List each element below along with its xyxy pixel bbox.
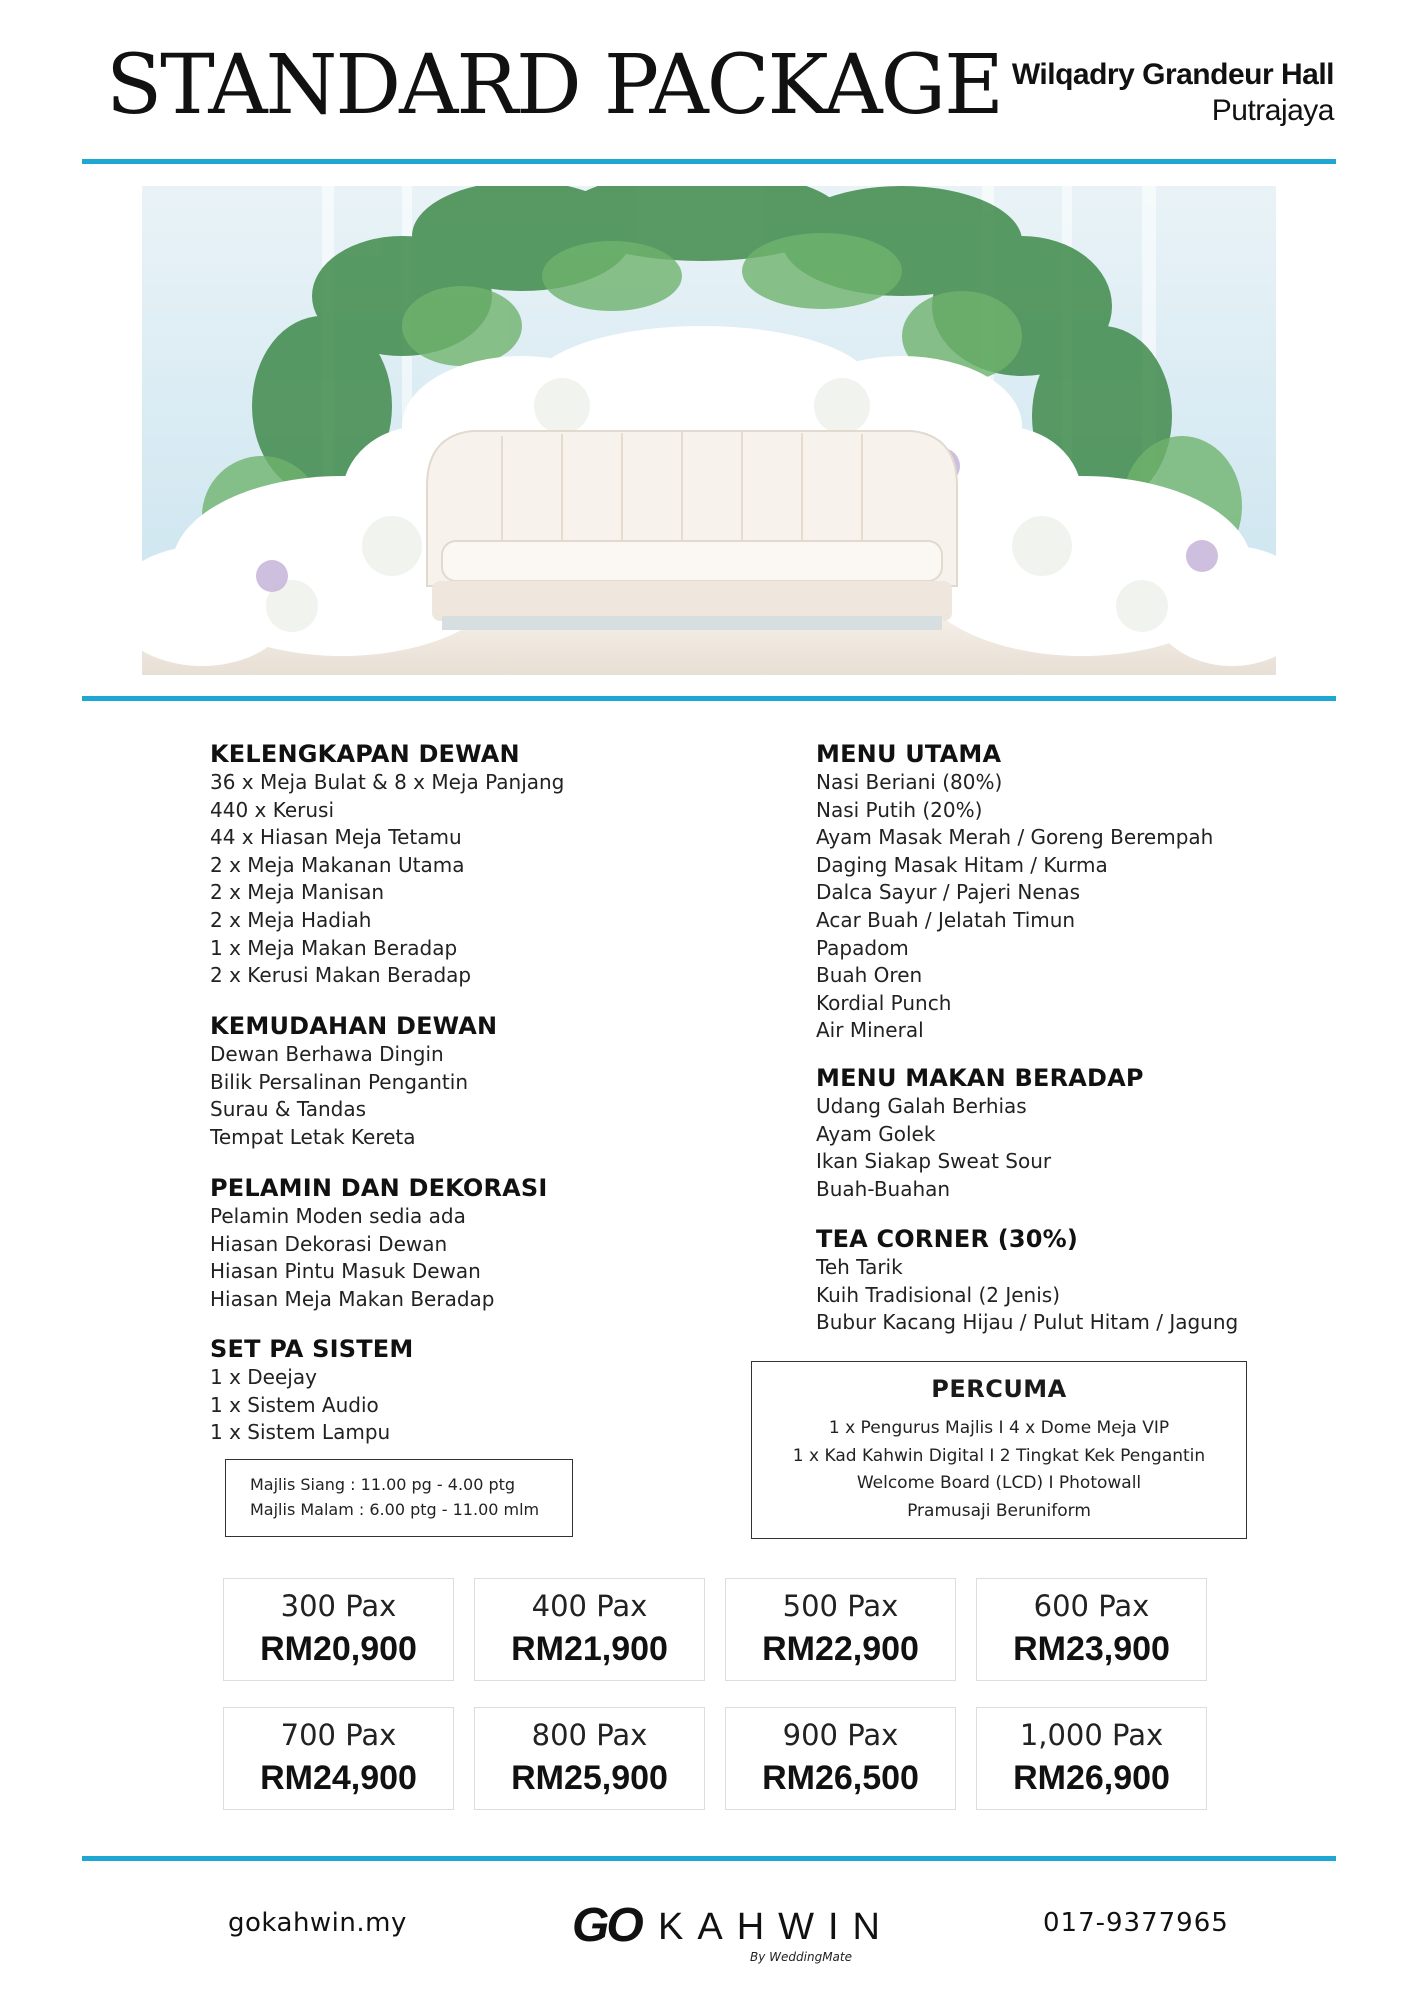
- price-card-500: [725, 1578, 956, 1681]
- price-value: RM20,900: [260, 1630, 417, 1668]
- price-value: RM26,500: [762, 1759, 919, 1797]
- list-item: Pelamin Moden sedia ada: [210, 1204, 466, 1228]
- price-card-300: [223, 1578, 454, 1681]
- divider-middle: [82, 696, 1336, 701]
- logo-byline: By WeddingMate: [750, 1950, 852, 1964]
- session-times-box: [225, 1459, 573, 1537]
- section-title: MENU MAKAN BERADAP: [816, 1064, 1144, 1092]
- list-item: Acar Buah / Jelatah Timun: [816, 907, 1076, 932]
- price-card-800: [474, 1707, 705, 1810]
- section-tea-corner: [816, 1224, 1238, 1337]
- gokahwin-logo: [572, 1898, 894, 1970]
- list-item: Tempat Letak Kereta: [210, 1124, 416, 1149]
- price-value: RM23,900: [1013, 1630, 1170, 1668]
- divider-bottom: [82, 1856, 1336, 1861]
- pax-label: 300 Pax: [280, 1589, 397, 1623]
- phone-number[interactable]: 017-9377965: [1043, 1908, 1229, 1938]
- pax-label: 700 Pax: [280, 1718, 397, 1752]
- list-item: 1 x Deejay: [210, 1365, 317, 1389]
- session-time-day: Majlis Siang : 11.00 pg - 4.00 ptg: [250, 1475, 516, 1494]
- list-item: Ayam Masak Merah / Goreng Berempah: [816, 825, 1214, 850]
- section-title: MENU UTAMA: [816, 740, 1002, 768]
- list-item: Dewan Berhawa Dingin: [210, 1042, 444, 1066]
- website-link[interactable]: gokahwin.my: [228, 1908, 407, 1938]
- pax-label: 500 Pax: [782, 1589, 899, 1623]
- pax-label: 900 Pax: [782, 1718, 899, 1752]
- section-menu-utama: [816, 739, 1213, 1045]
- logo-go: GO: [572, 1899, 641, 1952]
- list-item: Ikan Siakap Sweat Sour: [816, 1149, 1052, 1174]
- section-title: PELAMIN DAN DEKORASI: [210, 1174, 548, 1202]
- price-card-900: [725, 1707, 956, 1810]
- pax-label: 1,000 Pax: [1019, 1718, 1164, 1752]
- list-item: Buah-Buahan: [816, 1176, 951, 1201]
- pax-label: 400 Pax: [531, 1589, 648, 1623]
- list-item: Nasi Putih (20%): [816, 797, 983, 822]
- section-title: TEA CORNER (30%): [816, 1225, 1079, 1253]
- list-item: 2 x Meja Manisan: [210, 880, 385, 905]
- section-title: KELENGKAPAN DEWAN: [210, 740, 520, 768]
- percuma-line: 1 x Kad Kahwin Digital I 2 Tingkat Kek Pengantin: [792, 1445, 1206, 1466]
- list-item: 44 x Hiasan Meja Tetamu: [210, 825, 462, 850]
- logo-kahwin: KAHWIN: [658, 1906, 894, 1948]
- section-pa-sistem: [210, 1334, 413, 1447]
- list-item: Hiasan Meja Makan Beradap: [210, 1286, 495, 1311]
- price-card-1000: [976, 1707, 1207, 1810]
- list-item: Kordial Punch: [816, 990, 952, 1015]
- percuma-title: PERCUMA: [931, 1375, 1067, 1403]
- section-menu-makan-beradap: [816, 1063, 1144, 1203]
- list-item: Teh Tarik: [816, 1255, 903, 1279]
- list-item: Ayam Golek: [816, 1121, 936, 1146]
- page-title: STANDARD PACKAGE: [106, 38, 1002, 133]
- session-time-night: Majlis Malam : 6.00 ptg - 11.00 mlm: [250, 1500, 540, 1519]
- pax-label: 600 Pax: [1033, 1589, 1150, 1623]
- percuma-line: Welcome Board (LCD) I Photowall: [856, 1473, 1142, 1493]
- list-item: Kuih Tradisional (2 Jenis): [816, 1282, 1060, 1307]
- list-item: Nasi Beriani (80%): [816, 770, 1003, 794]
- price-card-400: [474, 1578, 705, 1681]
- price-value: RM22,900: [762, 1630, 919, 1668]
- list-item: Hiasan Dekorasi Dewan: [210, 1231, 448, 1256]
- list-item: Air Mineral: [816, 1018, 924, 1043]
- section-kelengkapan-dewan: [210, 739, 564, 990]
- list-item: 440 x Kerusi: [210, 797, 335, 822]
- list-item: Papadom: [816, 935, 909, 960]
- pelamin-photo: [142, 186, 1276, 675]
- venue-city: Putrajaya: [1211, 94, 1334, 127]
- list-item: 1 x Meja Makan Beradap: [210, 935, 458, 960]
- list-item: Daging Masak Hitam / Kurma: [816, 852, 1108, 877]
- list-item: 2 x Meja Hadiah: [210, 907, 372, 932]
- list-item: 2 x Kerusi Makan Beradap: [210, 963, 472, 988]
- list-item: Udang Galah Berhias: [816, 1094, 1027, 1118]
- venue-block: [1012, 58, 1334, 128]
- list-item: Bilik Persalinan Pengantin: [210, 1069, 468, 1094]
- percuma-line: Pramusaji Beruniform: [907, 1500, 1091, 1521]
- list-item: Surau & Tandas: [210, 1097, 367, 1122]
- section-pelamin-dekorasi: [210, 1173, 548, 1313]
- list-item: Bubur Kacang Hijau / Pulut Hitam / Jagung: [816, 1310, 1239, 1335]
- percuma-line: 1 x Pengurus Majlis I 4 x Dome Meja VIP: [828, 1418, 1170, 1438]
- price-value: RM25,900: [511, 1759, 668, 1797]
- section-title: SET PA SISTEM: [210, 1335, 414, 1363]
- price-card-700: [223, 1707, 454, 1810]
- list-item: 1 x Sistem Audio: [210, 1392, 379, 1417]
- list-item: 2 x Meja Makanan Utama: [210, 852, 465, 877]
- section-title: KEMUDAHAN DEWAN: [210, 1012, 498, 1040]
- pax-label: 800 Pax: [531, 1718, 648, 1752]
- price-value: RM24,900: [260, 1759, 417, 1797]
- price-card-600: [976, 1578, 1207, 1681]
- percuma-box: [751, 1361, 1247, 1539]
- price-value: RM26,900: [1013, 1759, 1170, 1797]
- price-value: RM21,900: [511, 1630, 668, 1668]
- list-item: Hiasan Pintu Masuk Dewan: [210, 1259, 481, 1284]
- divider-top: [82, 159, 1336, 164]
- list-item: Buah Oren: [816, 963, 923, 988]
- list-item: 36 x Meja Bulat & 8 x Meja Panjang: [210, 770, 565, 794]
- list-item: 1 x Sistem Lampu: [210, 1420, 391, 1445]
- venue-name: Wilqadry Grandeur Hall: [1011, 58, 1334, 91]
- list-item: Dalca Sayur / Pajeri Nenas: [816, 880, 1080, 905]
- section-kemudahan-dewan: [210, 1011, 497, 1151]
